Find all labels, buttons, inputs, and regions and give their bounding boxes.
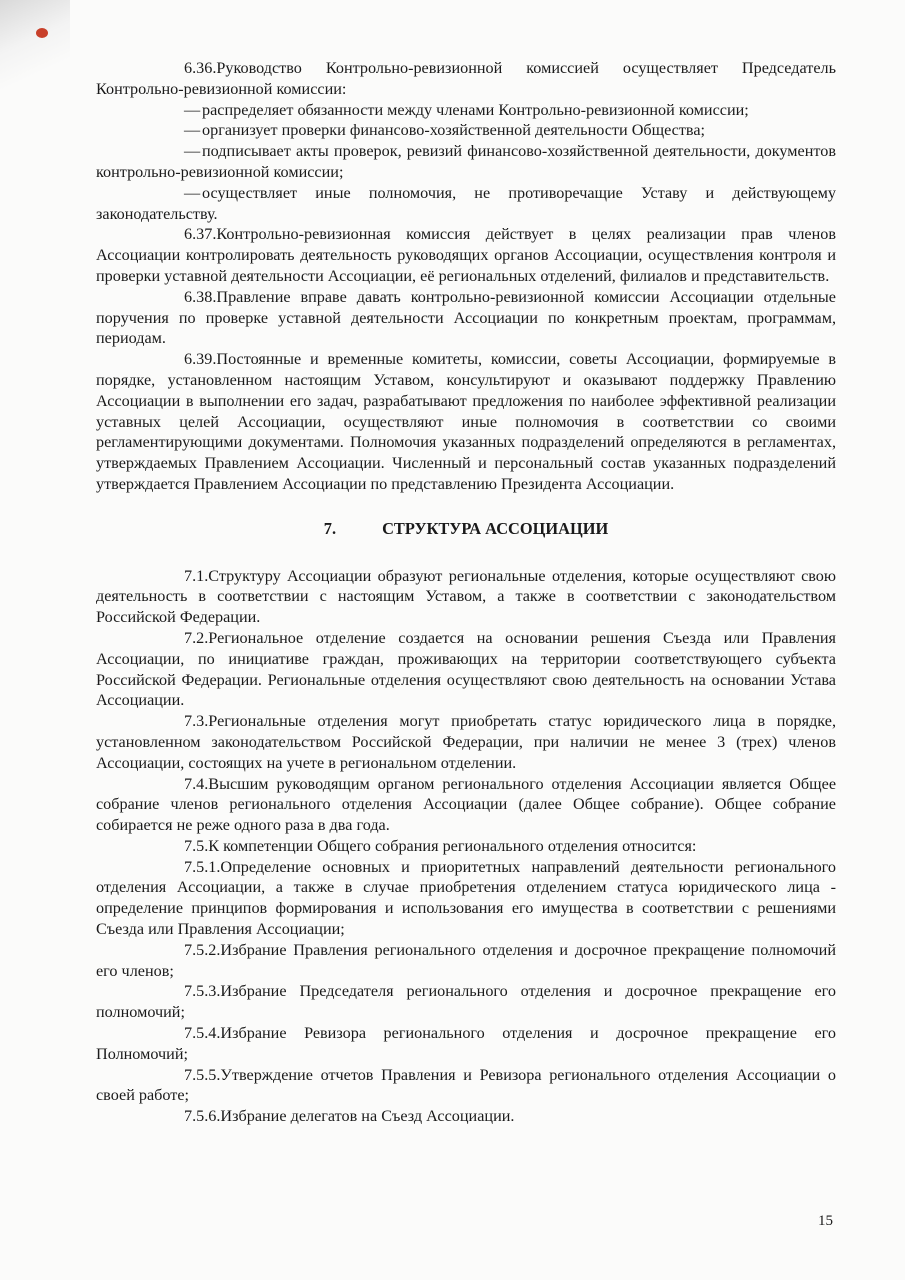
- paragraph: [96, 1065, 836, 1107]
- paragraph: [96, 183, 836, 225]
- paragraph: [96, 836, 836, 857]
- paragraph-number: —: [184, 183, 201, 202]
- paragraph-text: Избрание Ревизора регионального отделения и досрочное прекращение его Полномочий;: [96, 1024, 836, 1063]
- paragraph: [96, 120, 836, 141]
- paragraph: [96, 857, 836, 940]
- paragraph-text: Определение основных и приоритетных направлений деятельности регионального отделения Ассоциации, а также в случае приобретения отделением статуса юридического лица - определение принципов формирования и использования его имущества в соответствии с решениями Съезда или Правления Ассоциации;: [96, 857, 836, 939]
- paragraph-number: 6.39.: [184, 350, 217, 369]
- paragraph: [96, 711, 836, 773]
- paragraph-number: 7.5.3.: [184, 982, 221, 1001]
- paragraph-number: 7.5.4.: [184, 1024, 221, 1043]
- section-6-paragraphs: [96, 58, 836, 495]
- paragraph: [96, 628, 836, 711]
- paragraph-number: 7.1.: [184, 566, 209, 585]
- paragraph: [96, 774, 836, 836]
- paragraph-number: 7.5.: [184, 836, 209, 855]
- paragraph: [96, 100, 836, 121]
- paragraph-text: подписывает акты проверок, ревизий финансово-хозяйственной деятельности, документов контрольно-ревизионной комиссии;: [96, 142, 836, 181]
- scan-shadow: [0, 0, 70, 120]
- paragraph-number: 7.2.: [184, 628, 209, 647]
- paragraph-number: —: [184, 142, 201, 161]
- paragraph-number: 7.5.6.: [184, 1107, 221, 1126]
- paragraph-text: Региональные отделения могут приобретать статус юридического лица в порядке, установленном законодательством Российской Федерации, при наличии не менее 3 (трех) членов Ассоциации, состоящих на учете в региональном отделении.: [96, 712, 836, 772]
- paragraph-text: Высшим руководящим органом регионального отделения Ассоциации является Общее собрание членов регионального отделения Ассоциации (далее Общее собрание). Общее собрание собирается не реже одного раза в два года.: [96, 774, 836, 835]
- paragraph-number: —: [184, 121, 201, 140]
- paragraph: [96, 940, 836, 982]
- section-number: 7.: [323, 518, 337, 538]
- page-number: 15: [818, 1213, 833, 1229]
- paragraph-text: Утверждение отчетов Правления и Ревизора регионального отделения Ассоциации о своей работе;: [96, 1065, 836, 1105]
- paragraph-text: Избрание Правления регионального отделения и досрочное прекращение полномочий его членов;: [96, 940, 836, 980]
- paragraph: [96, 349, 836, 495]
- paragraph-text: распределяет обязанности между членами Контрольно-ревизионной комиссии;: [202, 100, 749, 119]
- paragraph: [96, 141, 836, 183]
- paragraph-number: 6.37.: [184, 225, 217, 244]
- paragraph-number: 6.36.: [184, 59, 217, 77]
- paragraph-number: 6.38.: [184, 287, 217, 306]
- paragraph-text: Контрольно-ревизионная комиссия действует в целях реализации прав членов Ассоциации контролировать деятельность руководящих органов Ассоциации, осуществления контроля и проверки уставной деятельности Ассоциации, её региональных отделений, филиалов и представительств.: [96, 225, 836, 285]
- paragraph-text: Избрание делегатов на Съезд Ассоциации.: [220, 1107, 515, 1126]
- document-page: [96, 58, 836, 1127]
- paragraph: [96, 224, 836, 286]
- paragraph: [96, 58, 836, 100]
- paragraph-text: Руководство Контрольно-ревизионной комиссией осуществляет Председатель Контрольно-ревизионной комиссии:: [96, 59, 836, 98]
- paragraph-text: К компетенции Общего собрания регионального отделения относится:: [208, 836, 697, 855]
- paragraph-text: Постоянные и временные комитеты, комиссии, советы Ассоциации, формируемые в порядке, установленном настоящим Уставом, консультируют и оказывают поддержку Правлению Ассоциации в выполнении его задач, разрабатывают предложения по наиболее эффективной реализации уставных целей Ассоциации, осуществляют иные полномочия в соответствии со своими регламентирующими документами. Полномочия указанных подразделений определяются в регламентах, утверждаемых Правлением Ассоциации. Численный и персональный состав указанных подразделений утверждается Правлением Ассоциации по представлению Президента Ассоциации.: [96, 350, 836, 493]
- paragraph-number: —: [184, 100, 201, 119]
- paragraph-number: 7.3.: [184, 712, 209, 731]
- paragraph: [96, 566, 836, 628]
- paragraph-text: осуществляет иные полномочия, не противоречащие Уставу и действующему законодательству.: [96, 183, 836, 223]
- section-heading: [96, 519, 836, 540]
- paragraph-number: 7.4.: [184, 774, 209, 793]
- paragraph-text: Региональное отделение создается на основании решения Съезда или Правления Ассоциации, по инициативе граждан, проживающих на территории соответствующего субъекта Российской Федерации. Региональные отделения осуществляют свою деятельность на основании Устава Ассоциации.: [96, 628, 836, 710]
- paragraph: [96, 1023, 836, 1065]
- section-title: СТРУКТУРА АССОЦИАЦИИ: [382, 518, 609, 538]
- paragraph-text: Правление вправе давать контрольно-ревизионной комиссии Ассоциации отдельные поручения по проверке уставной деятельности Ассоциации по конкретным проектам, программам, периодам.: [96, 287, 836, 348]
- paragraph-text: Структуру Ассоциации образуют региональные отделения, которые осуществляют свою деятельность в соответствии с настоящим Уставом, а также в соответствии с законодательством Российской Федерации.: [96, 566, 836, 627]
- paragraph: [96, 287, 836, 349]
- paragraph-text: организует проверки финансово-хозяйственной деятельности Общества;: [202, 121, 706, 140]
- staple-mark: [36, 28, 48, 38]
- paragraph: [96, 1106, 836, 1127]
- paragraph-number: 7.5.1.: [184, 857, 221, 876]
- paragraph-number: 7.5.5.: [184, 1065, 221, 1084]
- paragraph-text: Избрание Председателя регионального отделения и досрочное прекращение его полномочий;: [96, 982, 836, 1022]
- paragraph-number: 7.5.2.: [184, 940, 221, 959]
- paragraph: [96, 981, 836, 1023]
- section-7-paragraphs: [96, 566, 836, 1128]
